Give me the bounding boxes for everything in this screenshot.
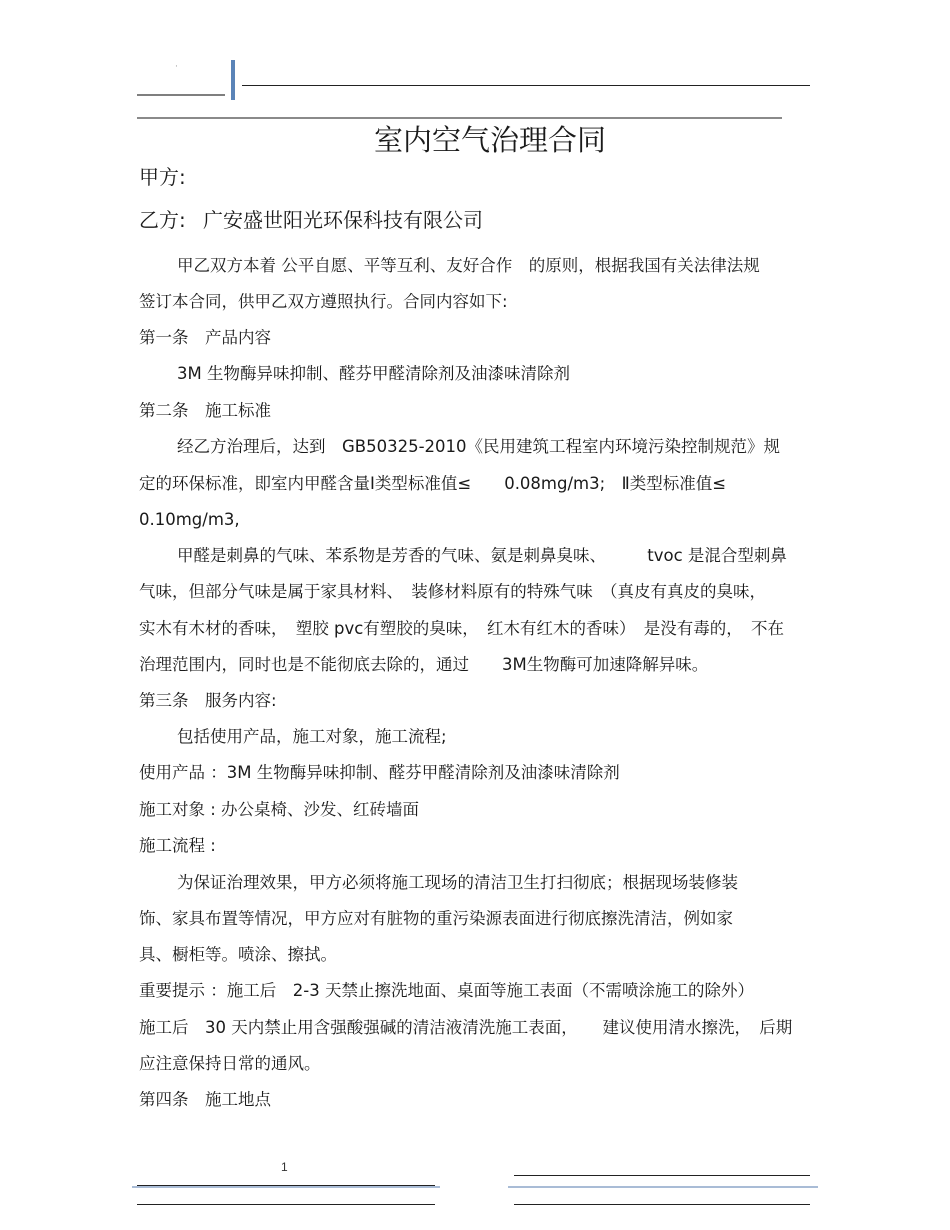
body-line: 施工后 30 天内禁止用含强酸强碱的清洁液清洗施工表面， 建议使用清水擦洗， 后期	[139, 1018, 793, 1037]
body-line: 使用产品 ：3M 生物酶异味抑制、醛芬甲醛清除剂及油漆味清除剂	[139, 763, 620, 782]
body-line: 3M 生物酶异味抑制、醛芬甲醛清除剂及油漆味清除剂	[177, 364, 570, 383]
body-line: 治理范围内，同时也是不能彻底去除的，通过 3M生物酶可加速降解异味。	[139, 655, 709, 674]
section-heading: 第一条 产品内容	[139, 328, 271, 347]
body-line: 定的环保标准，即室内甲醛含量Ⅰ类型标准值≤ 0.08mg/m3; Ⅱ类型标准值≤	[139, 474, 727, 493]
body-line: 具、橱柜等。喷涂、擦拭。	[139, 945, 337, 964]
header-dot: ·	[175, 62, 178, 72]
body-line: 0.10mg/m3,	[139, 510, 240, 529]
document-title: 室内空气治理合同	[373, 123, 606, 157]
footer-left-accent-rule	[132, 1186, 440, 1188]
footer-right-rule-top	[514, 1175, 810, 1176]
header-right-rule	[242, 85, 810, 86]
body-line: 甲醛是刺鼻的气味、苯系物是芳香的气味、氨是刺鼻臭味、 tvoc 是混合型刺鼻	[177, 546, 787, 565]
body-line: 为保证治理效果，甲方必须将施工现场的清洁卫生打扫彻底；根据现场装修装	[177, 873, 738, 892]
body-line: 饰、家具布置等情况，甲方应对有脏物的重污染源表面进行彻底擦洗清洁，例如家	[139, 909, 733, 928]
body-line: 施工对象 : 办公桌椅、沙发、红砖墙面	[139, 800, 420, 819]
section-heading: 第四条 施工地点	[139, 1090, 271, 1109]
section-heading: 第二条 施工标准	[139, 401, 271, 420]
section-heading: 第三条 服务内容:	[139, 691, 277, 710]
page-number: 1	[281, 1160, 288, 1174]
body-line: 施工流程 :	[139, 836, 216, 855]
party-b-label: 乙方:	[139, 208, 186, 232]
footer-left-rule-top	[137, 1185, 435, 1186]
body-line: 签订本合同，供甲乙双方遵照执行。合同内容如下:	[139, 292, 508, 311]
header-accent-bar	[231, 60, 235, 100]
body-line: 应注意保持日常的通风。	[139, 1054, 321, 1073]
party-b-name: 广安盛世阳光环保科技有限公司	[203, 208, 483, 232]
body-line: 经乙方治理后，达到 GB50325-2010《民用建筑工程室内环境污染控制规范》规	[177, 437, 781, 456]
footer-right-rule-bottom	[514, 1204, 810, 1205]
body-line: 实木有木材的香味， 塑胶 pvc有塑胶的臭味， 红木有红木的香味） 是没有毒的， 不在	[139, 619, 785, 638]
body-line: 气味，但部分气味是属于家具材料、 装修材料原有的特殊气味 （真皮有真皮的臭味，	[139, 582, 766, 601]
header-bottom-rule	[137, 117, 782, 119]
body-line: 甲乙双方本着 公平自愿、平等互利、友好合作 的原则，根据我国有关法律法规	[177, 256, 760, 275]
header-left-rule	[137, 94, 225, 96]
body-line: 重要提示 ：施工后 2-3 天禁止擦洗地面、桌面等施工表面（不需喷涂施工的除外）	[139, 981, 754, 1000]
footer-right-accent-rule	[508, 1186, 818, 1188]
body-line: 包括使用产品，施工对象，施工流程;	[177, 727, 447, 746]
party-a-label: 甲方:	[139, 165, 186, 189]
footer-left-rule-bottom	[137, 1204, 435, 1205]
